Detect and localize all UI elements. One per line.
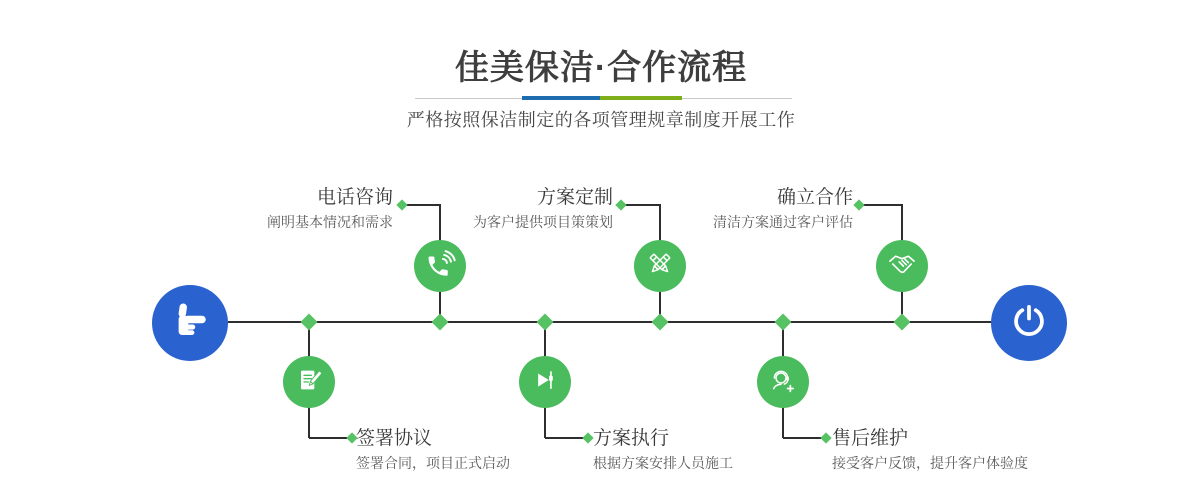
step-circle-execution [519, 356, 571, 408]
step-circle-contract [283, 356, 335, 408]
page-subtitle: 严格按照保洁制定的各项管理规章制度开展工作 [406, 110, 796, 130]
timeline-node-diamond [894, 314, 911, 331]
step-circle-aftersales [757, 356, 809, 408]
title-divider-green-segment [600, 96, 682, 100]
step-desc: 接受客户反馈，提升客户体验度 [832, 455, 1028, 471]
step-title: 电话咨询 [316, 187, 393, 208]
flow-start-circle [152, 285, 228, 361]
label-tip-diamond [820, 432, 831, 443]
power-icon [1009, 301, 1049, 346]
label-connector-line [859, 204, 903, 206]
step-desc: 为客户提供项目策策划 [473, 214, 613, 230]
label-connector-line [621, 204, 661, 206]
phone-call-icon [424, 248, 456, 285]
main-timeline [228, 321, 992, 323]
step-circle-cooperation [876, 240, 928, 292]
step-label-contract [356, 427, 510, 472]
timeline-node-diamond [301, 314, 318, 331]
step-title: 方案执行 [593, 428, 670, 449]
step-desc: 阐明基本情况和需求 [267, 214, 393, 230]
pointing-hand-icon [169, 300, 211, 347]
title-divider-blue-segment [522, 96, 600, 100]
play-slider-icon [530, 365, 560, 400]
handshake-icon [885, 247, 919, 286]
step-desc: 签署合同，项目正式启动 [356, 455, 510, 471]
contract-pen-icon [293, 364, 325, 401]
page-title: 佳美保洁·合作流程 [454, 49, 748, 87]
step-title: 方案定制 [536, 187, 613, 208]
timeline-node-diamond [652, 314, 669, 331]
label-tip-diamond [582, 432, 593, 443]
crossed-pencils-icon [644, 248, 676, 285]
step-label-plan [473, 186, 613, 231]
step-circle-phone [414, 240, 466, 292]
step-label-execution [593, 427, 733, 472]
step-desc: 清洁方案通过客户评估 [713, 214, 853, 230]
label-tip-diamond [396, 199, 407, 210]
headset-user-plus-icon [767, 364, 799, 401]
label-tip-diamond [853, 199, 864, 210]
flow-end-circle [991, 285, 1067, 361]
step-title: 签署协议 [356, 428, 433, 449]
timeline-node-diamond [432, 314, 449, 331]
timeline-node-diamond [775, 314, 792, 331]
step-desc: 根据方案安排人员施工 [593, 455, 733, 471]
step-label-phone [267, 186, 393, 231]
step-label-cooperation [713, 186, 853, 231]
step-label-aftersales [832, 427, 1028, 472]
label-tip-diamond [615, 199, 626, 210]
step-circle-plan [634, 240, 686, 292]
timeline-node-diamond [537, 314, 554, 331]
step-title: 确立合作 [776, 187, 853, 208]
step-title: 售后维护 [832, 428, 909, 449]
